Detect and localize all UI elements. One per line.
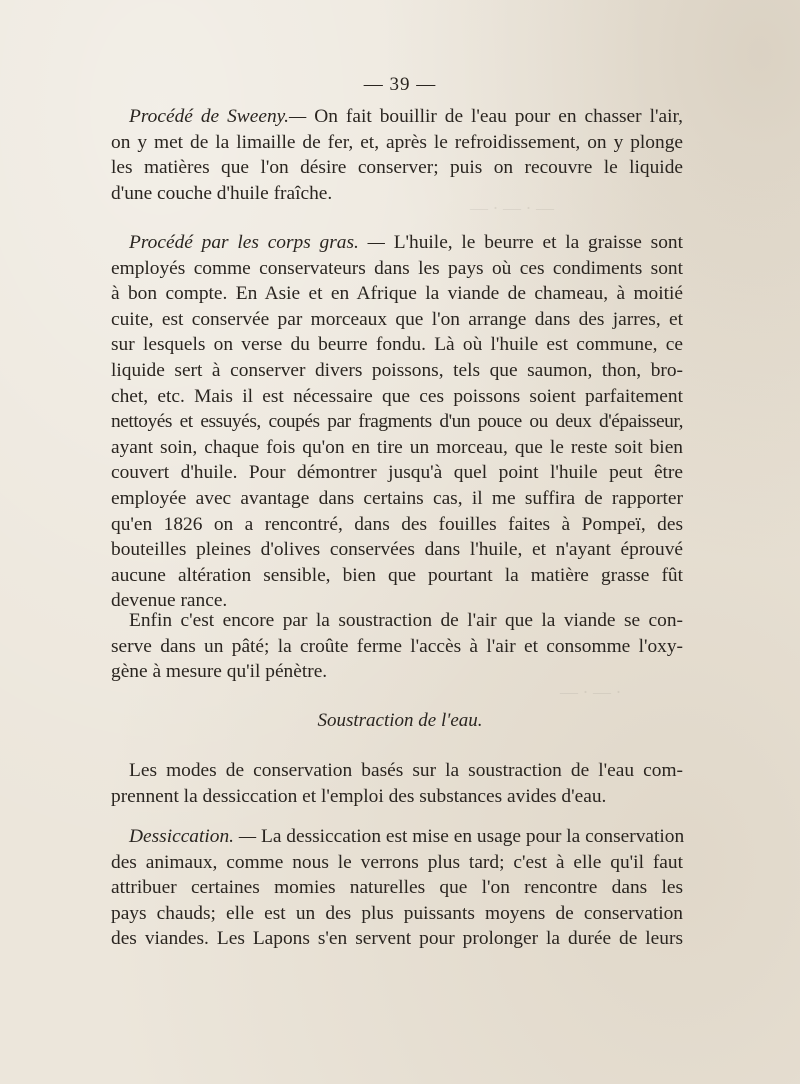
section-heading: Soustraction de l'eau. — [317, 710, 483, 731]
text-line: chet, etc. Mais il est nécessaire que ces poissons soient parfaitement — [111, 385, 683, 407]
text-line: devenue rance. — [111, 590, 228, 612]
paragraph-enfin — [111, 608, 683, 685]
paragraph-heading: Procédé par les corps gras. — — [129, 232, 385, 253]
text-line: à bon compte. En Asie et en Afrique la viande de chameau, à moitié — [111, 283, 683, 305]
text-line: ayant soin, chaque fois qu'on en tire un morceau, que le reste soit bien — [111, 436, 683, 458]
paragraph-heading: Dessiccation. — — [129, 826, 257, 847]
text-line: gène à mesure qu'il pénètre. — [111, 661, 328, 683]
text-line: employée avec avantage dans certains cas, il me suffira de rapporter — [111, 487, 683, 509]
text-line — [111, 104, 683, 130]
text-line: pays chauds; elle est un des plus puissants moyens de conservation — [111, 902, 683, 924]
text-line: nettoyés et essuyés, coupés par fragments d'un pouce ou deux d'épaisseur, — [111, 411, 683, 433]
text-line: bouteilles pleines d'olives conservées dans l'huile, et n'ayant éprouvé — [111, 539, 683, 561]
text-line-content: L'huile, le beurre et la graisse sont — [393, 232, 683, 253]
text-line: les matières que l'on désire conserver; puis on recouvre le liquide — [111, 157, 683, 179]
text-line: prennent la dessiccation et l'emploi des substances avides d'eau. — [111, 785, 607, 807]
text-line: Les modes de conservation basés sur la soustraction de l'eau com- — [129, 760, 683, 781]
text-line: sur lesquels on verse du beurre fondu. Là où l'huile est commune, ce — [111, 334, 683, 356]
text-line: d'une couche d'huile fraîche. — [111, 182, 333, 204]
paragraph-modes — [111, 758, 683, 809]
text-line: attribuer certaines momies naturelles que l'on rencontre dans les — [111, 877, 683, 899]
text-line: aucune altération sensible, bien que pourtant la matière grasse fût — [111, 564, 683, 586]
text-line-content: La dessiccation est mise en usage pour la conservation — [260, 826, 685, 847]
text-line: qu'en 1826 on a rencontré, dans des fouilles faites à Pompeï, des — [111, 513, 683, 535]
text-line: on y met de la limaille de fer, et, après le refroidissement, on y plonge — [111, 131, 683, 153]
text-line: des animaux, comme nous le verrons plus tard; c'est à elle qu'il faut — [111, 851, 683, 873]
paragraph-heading: Procédé de Sweeny.— — [129, 106, 307, 127]
text-line — [111, 824, 683, 850]
paragraph-sweeny — [111, 104, 683, 206]
bleed-through-shadow: · — · — — [560, 682, 622, 702]
text-line: des viandes. Les Lapons s'en servent pour prolonger la durée de leurs — [111, 928, 683, 950]
paragraph-corps-gras — [111, 230, 683, 614]
bleed-through-shadow: — · — · — — [470, 198, 554, 218]
text-line — [111, 230, 683, 256]
page-number: — 39 — — [363, 74, 437, 95]
paragraph-dessiccation — [111, 824, 683, 952]
text-line: Enfin c'est encore par la soustraction de l'air que la viande se con- — [129, 610, 683, 631]
text-line-content: On fait bouillir de l'eau pour en chasser l'air, — [314, 106, 683, 127]
text-line: cuite, est conservée par morceaux que l'on arrange dans des jarres, et — [111, 308, 683, 330]
text-line: serve dans un pâté; la croûte ferme l'accès à l'air et consomme l'oxy- — [111, 635, 683, 657]
text-line: couvert d'huile. Pour démontrer jusqu'à quel point l'huile peut être — [111, 462, 683, 484]
text-line: employés comme conservateurs dans les pays où ces condiments sont — [111, 257, 683, 279]
text-line: liquide sert à conserver divers poissons, tels que saumon, thon, bro- — [111, 359, 683, 381]
